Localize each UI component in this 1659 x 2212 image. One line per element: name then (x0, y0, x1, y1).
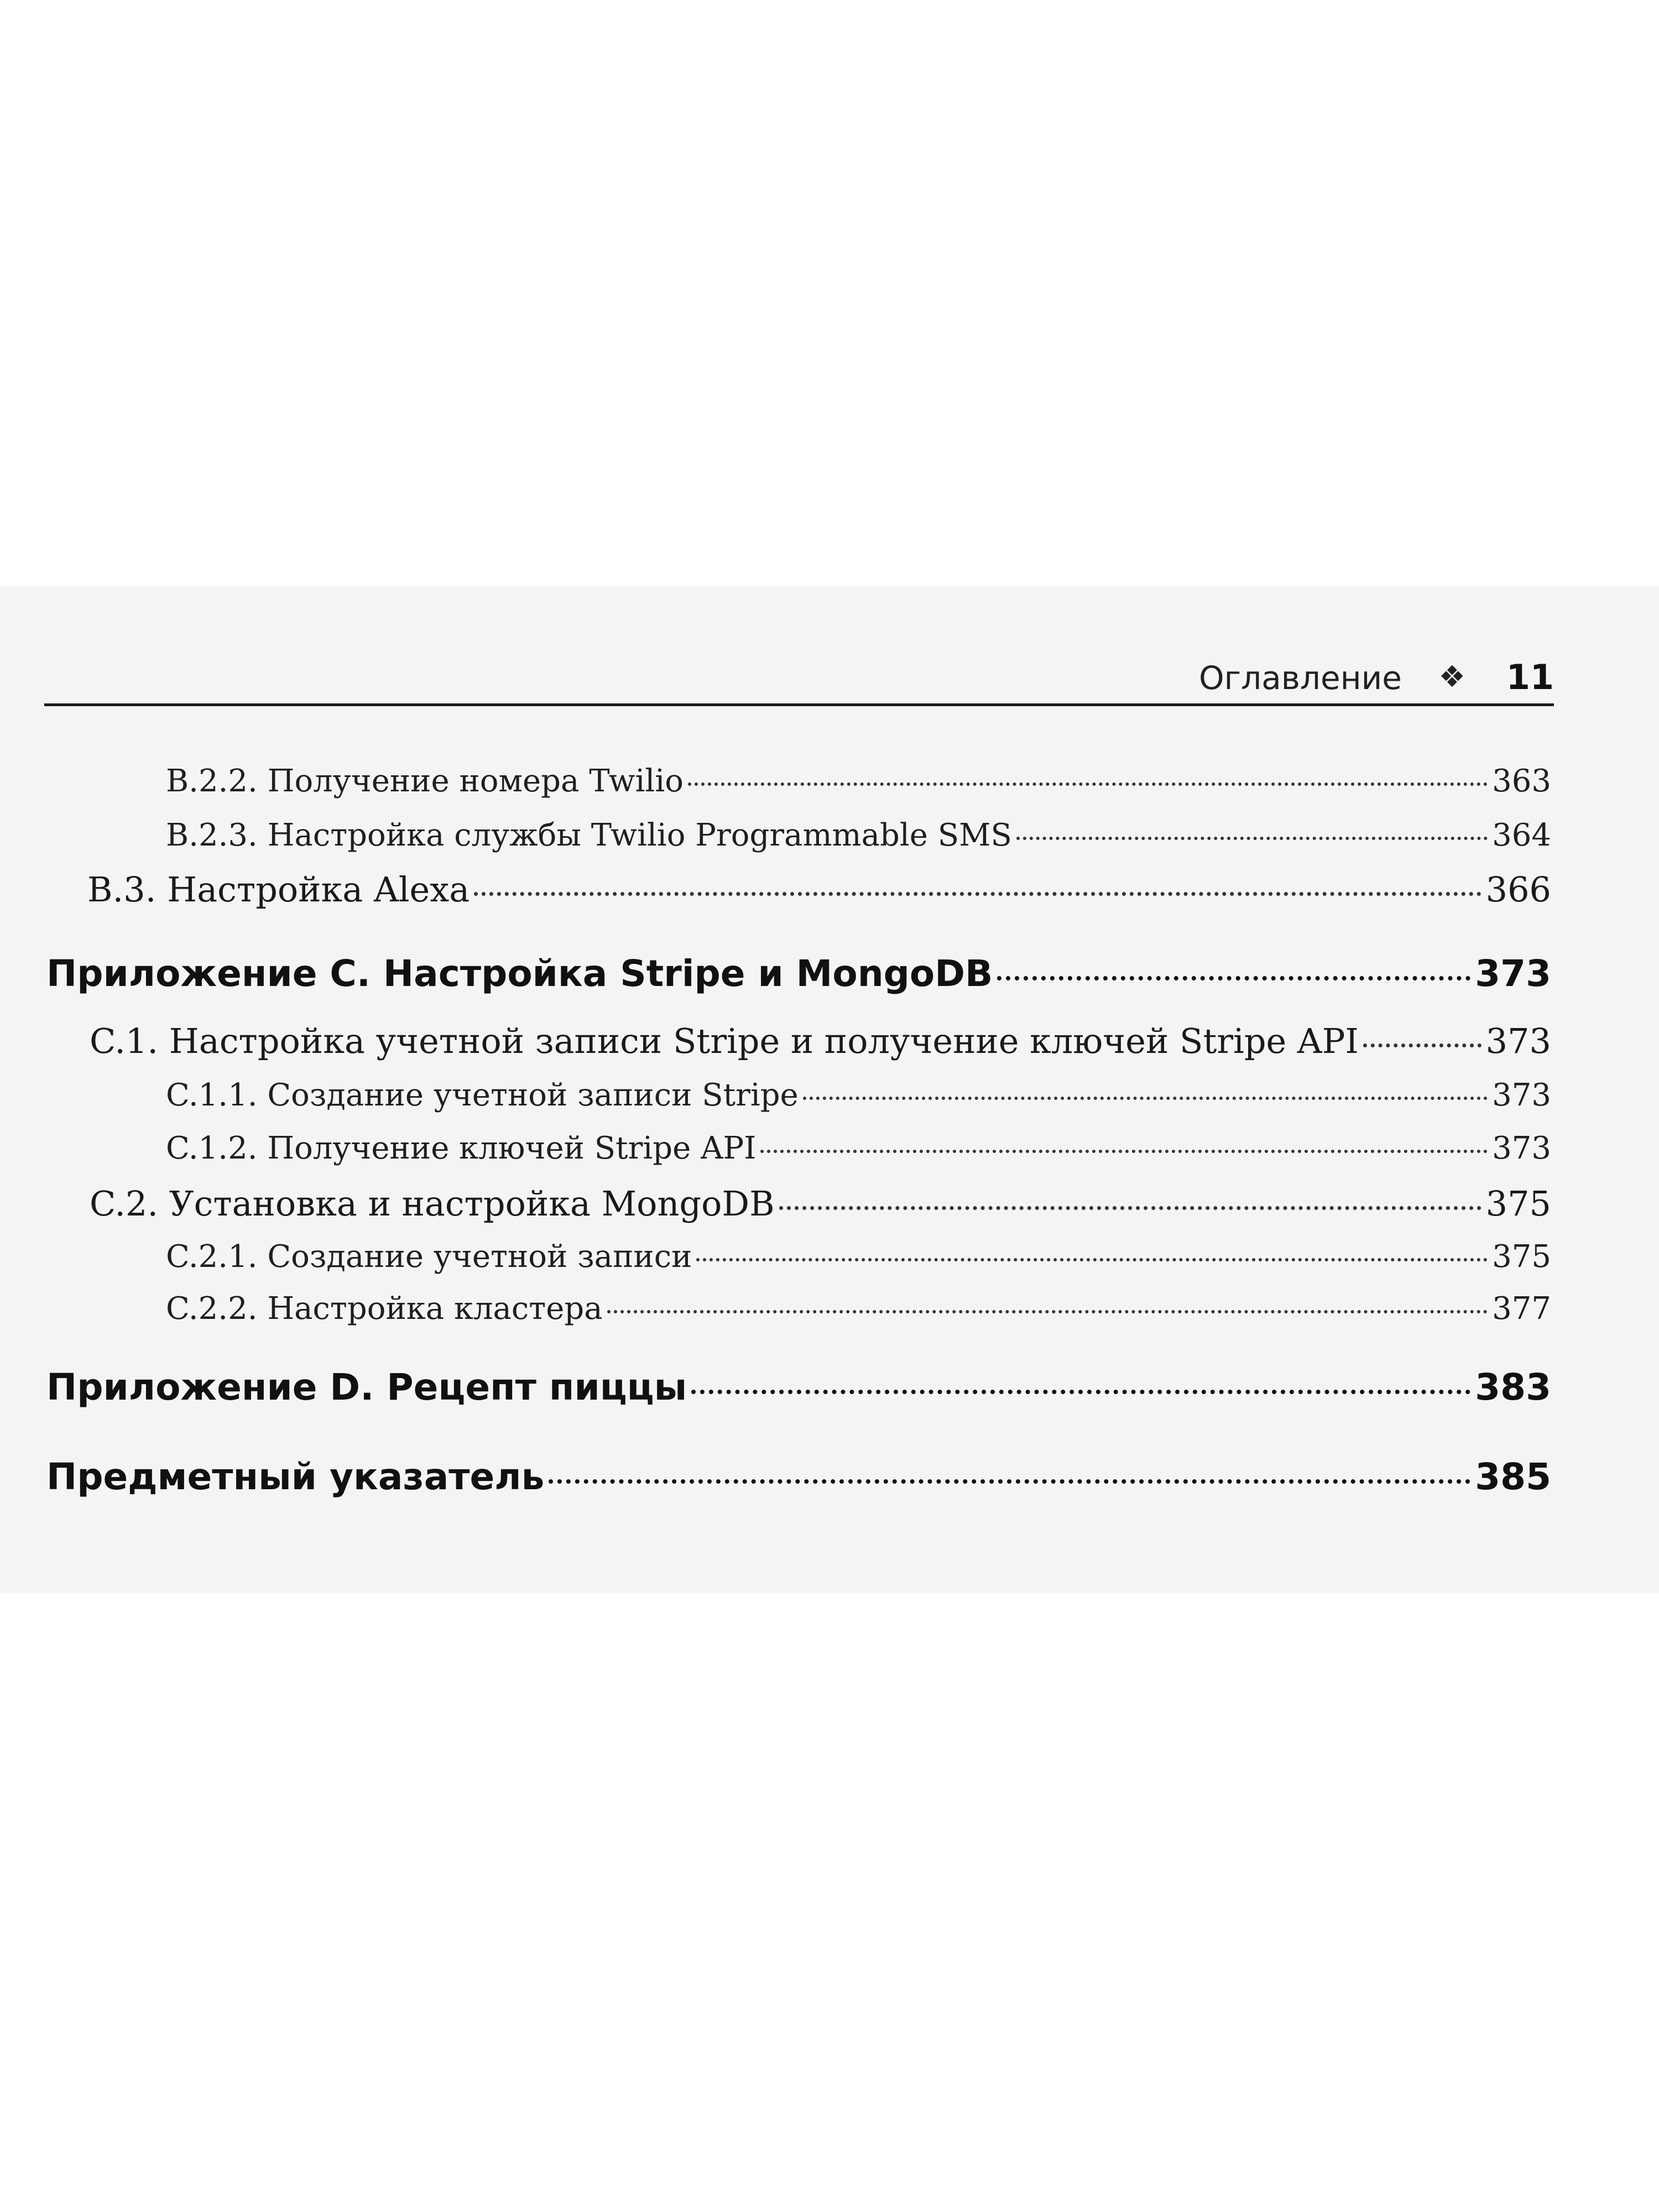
toc-entry-page: 373 (1475, 952, 1551, 995)
toc-entry (46, 1366, 1551, 1408)
toc-entry-page: 377 (1492, 1291, 1551, 1327)
running-header (44, 656, 1554, 706)
toc-entry (90, 1021, 1551, 1061)
toc-entry-page: 364 (1492, 817, 1551, 853)
dot-leader (997, 976, 1470, 980)
dot-leader (760, 1150, 1488, 1153)
toc-entry-label: Предметный указатель (46, 1455, 545, 1498)
dot-leader (779, 1206, 1481, 1210)
dot-leader (696, 1258, 1488, 1261)
header-title: Оглавление (1199, 659, 1402, 697)
toc-entry-label: C.2.2. Настройка кластера (166, 1291, 603, 1327)
toc-entry-page: 373 (1492, 1077, 1551, 1113)
toc-entry-page: 375 (1492, 1239, 1551, 1275)
toc-entry (166, 817, 1551, 853)
toc-entry-page: 385 (1475, 1455, 1551, 1498)
toc-entry-label: C.1. Настройка учетной записи Stripe и получение ключей Stripe API (90, 1021, 1359, 1061)
toc-entry-label: C.1.2. Получение ключей Stripe API (166, 1130, 757, 1166)
toc-entry-label: Приложение C. Настройка Stripe и MongoDB (46, 952, 993, 995)
toc-entry (166, 1130, 1551, 1166)
dot-leader (688, 782, 1488, 786)
toc-entry-page: 373 (1485, 1021, 1551, 1061)
toc-entry-label: B.2.2. Получение номера Twilio (166, 763, 684, 799)
toc-entry (46, 1455, 1551, 1498)
dot-leader (607, 1310, 1488, 1313)
toc-entry (87, 869, 1551, 910)
toc-entry-label: B.3. Настройка Alexa (87, 869, 470, 910)
dot-leader (1363, 1044, 1481, 1047)
toc-entry-page: 363 (1492, 763, 1551, 799)
ornament-icon: ❖ (1438, 659, 1465, 694)
toc-entry-label: B.2.3. Настройка службы Twilio Programmable SMS (166, 817, 1012, 853)
toc-entry (166, 1239, 1551, 1275)
dot-leader (549, 1479, 1470, 1484)
dot-leader (1016, 837, 1488, 840)
dot-leader (691, 1390, 1470, 1394)
toc-entry (166, 1291, 1551, 1327)
toc-entry-label: C.1.1. Создание учетной записи Stripe (166, 1077, 799, 1113)
toc-entry-label: Приложение D. Рецепт пиццы (46, 1366, 687, 1408)
toc-entry (166, 763, 1551, 799)
toc-entry (166, 1077, 1551, 1113)
toc-entry-label: C.2.1. Создание учетной записи (166, 1239, 692, 1275)
toc-entry-page: 373 (1492, 1130, 1551, 1166)
dot-leader (803, 1097, 1488, 1100)
toc-entry-label: C.2. Установка и настройка MongoDB (90, 1183, 775, 1224)
toc-entry (90, 1183, 1551, 1224)
toc-entry-page: 366 (1485, 869, 1551, 910)
toc-entry-page: 375 (1485, 1183, 1551, 1224)
header-page-number: 11 (1506, 657, 1554, 697)
dot-leader (474, 892, 1481, 896)
toc-entry-page: 383 (1475, 1366, 1551, 1408)
toc-entry (46, 952, 1551, 995)
